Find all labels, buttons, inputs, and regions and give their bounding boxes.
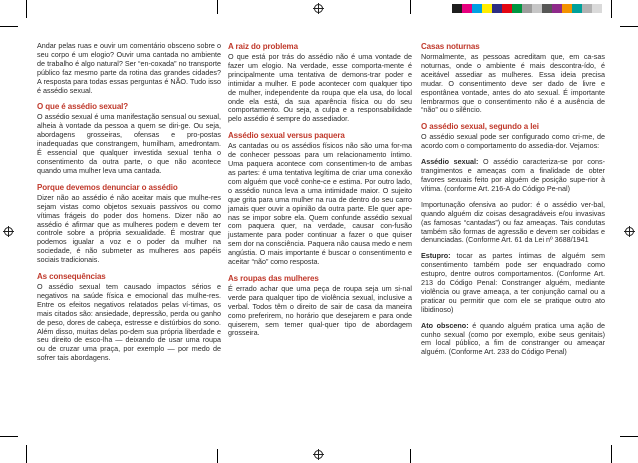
paragraph-versus-paquera: As cantadas ou os assédios físicos não são uma for-ma de conhecer pessoas para um relacionamento íntimo. Uma paquera acontece com consentimen-to de ambas as partes: é uma tentativa legítima de criar uma conexão com alguém que você conhe-ce e estima. Por outro lado, o assédio nunca leva a uma intimidade maior. O sujeito que grita para uma mulher na rua de dentro do seu carro jamais quer ouvir a opinião da outra parte. Ele quer ape-nas se impor sobre ela. Quem confunde assédio sexual com paquera quer, na verdade, causar con-fusão justamente para poder continuar a fazer o que quiser sem dor na consciência. Paquera não causa medo e nem angústia. O mais importante é buscar o consentimento e aceitar “não” como resposta.	[228, 141, 412, 267]
heading-casas-noturnas: Casas noturnas	[421, 42, 480, 51]
color-swatch-10	[542, 4, 552, 13]
color-swatch-12	[562, 4, 572, 13]
column-3	[421, 42, 605, 364]
color-swatch-15	[592, 4, 602, 13]
heading-porque-denunciar: Porque devemos denunciar o assédio	[37, 182, 178, 192]
text-assedio-sexual: O assédio caracteriza-se por cons-trangimentos e ameaças com a finalidade de obter favores sexuais feito por alguém de posição supe-rior à vítima. (conforme Art. 216-A do Código Pe-nal)	[421, 157, 606, 193]
registration-mark-bottom	[314, 450, 323, 459]
text-estupro: tocar as partes íntimas de alguém sem consentimento também pode ser enquadrado como estupro, dentre outros comportamentos. (Conforme Art. 213 do Código Penal: Constranger alguém, mediante violência ou grave ameaça, a ter conjunção carnal ou a praticar ou permitir que com ele se pratique outro ato libidinoso)	[421, 251, 605, 314]
paragraph-roupas-mulheres: É errado achar que uma peça de roupa seja um si-nal verde para qualquer tipo de violência sexual, inclusive a verbal. Todos têm o direito de sair de casa da maneira como preferirem, no horário que desejarem e para onde quiserem, sem temer qual-quer tipo de abordagem grosseira.	[228, 283, 412, 338]
crop-mark-bottom-left-v	[26, 445, 27, 463]
crop-mark-bottom-right-v	[611, 445, 612, 463]
fold-mark-top-2	[410, 0, 411, 14]
color-swatch-13	[572, 4, 582, 13]
color-swatch-11	[552, 4, 562, 13]
crop-mark-top-left-v	[26, 0, 27, 18]
paragraph-assedio-sexual	[421, 158, 605, 194]
heading-raiz-problema: A raiz do problema	[228, 42, 298, 51]
fold-mark-bottom-2	[410, 449, 411, 463]
heading-roupas-mulheres: As roupas das mulheres	[228, 273, 319, 283]
text-ato-obsceno: é quando alguém pratica uma ação de cunho sexual (como por exemplo, exibe seus genitais) em local público, a fim de constranger ou ameaçar alguém. (Conforme Art. 233 do Código Penal)	[421, 320, 606, 357]
color-swatch-6	[502, 4, 512, 13]
registration-mark-left	[4, 227, 13, 236]
paragraph-estupro	[421, 252, 605, 314]
color-swatch-14	[582, 4, 592, 13]
color-swatch-8	[522, 4, 532, 13]
paragraph-o-que-e: O assédio sexual é uma manifestação sensual ou sexual, alheia à vontade da pessoa a quem se diri-ge. Ou seja, abordagens grosseiras, ofensas e pro-postas inadequadas que constrangem, humilham, amedrontam. É essencial que qualquer investida sexual tenha o consentimento da outra parte, o que não acontece quando uma mulher leva uma cantada.	[37, 112, 221, 175]
color-swatch-3	[472, 4, 482, 13]
fold-mark-top-1	[217, 0, 218, 14]
crop-mark-top-right-v	[611, 0, 612, 18]
fold-mark-bottom-1	[217, 449, 218, 463]
heading-o-que-e: O que é assédio sexual?	[37, 102, 129, 112]
paragraph-casas-noturnas: Normalmente, as pessoas acreditam que, em ca-sas noturnas, onde o ambiente é mais descontra-ído, é aceitável assediar as mulheres. Essa ideia precisa mudar. O consentimento deve ser dado de livre e espontânea vontade, antes do ato sexual. É importante lembrarmos que o consentimento não é a ausência de “não” ou o silêncio.	[421, 52, 605, 115]
paragraph-ato-obsceno	[421, 322, 605, 358]
color-swatch-7	[512, 4, 522, 13]
paragraph-raiz-problema: O que está por trás do assédio não é uma vontade de fazer um elogio. Na verdade, esse comporta-mente é principalmente uma tentativa de demons-trar poder e intimidar a mulher. E pode acontecer com qualquer tipo de mulher, independente da roupa que ela usa, do local onde ela está, da sua aparência física ou do seu comportamento. Ou seja, a culpa e a responsabilidade pelo assédio é sempre do assediador.	[228, 52, 412, 124]
term-estupro: Estupro:	[421, 251, 451, 261]
paragraph-importunacao: Importunação ofensiva ao pudor: é o assédio ver-bal, quando alguém diz coisas desagradáveis e/ou invasivas (as famosas “cantadas”) ou faz ameaças. Tais condutas também são formas de agressão e devem ser coibidas e denunciadas. (Conforme Art. 61 da Lei nº 3688/1941	[421, 199, 605, 245]
crop-mark-top-right-h	[620, 26, 638, 27]
column-1	[37, 42, 221, 370]
heading-consequencias: As consequências	[37, 272, 106, 282]
color-swatch-2	[462, 4, 472, 13]
color-swatch-1	[452, 4, 462, 13]
color-swatch-5	[492, 4, 502, 13]
color-swatch-9	[532, 4, 542, 13]
color-swatch-4	[482, 4, 492, 13]
crop-mark-bottom-right-h	[620, 436, 638, 437]
heading-segundo-lei: O assédio sexual, segundo a lei	[421, 122, 539, 132]
paragraph-segundo-lei: O assédio sexual pode ser configurado como cri-me, de acordo com o comportamento do assedia-dor. Vejamos:	[421, 132, 605, 151]
paragraph-porque-denunciar: Dizer não ao assédio é não aceitar mais que mulhe-res sejam vistas como objetos sexuais passivos ou como vítimas frágeis do poder dos homens. Dizer não ao assédio é afirmar que as mulheres podem e devem ter controle sobre a própria sexualidade. É mostrar que podemos igualar a voz e o poder da mulher na sociedade, é não submeter as mulheres aos papéis sociais tradicionais.	[37, 192, 221, 265]
registration-mark-right	[625, 227, 634, 236]
intro-paragraph: Andar pelas ruas e ouvir um comentário obsceno sobre o seu corpo é um elogio? Ouvir uma cantada no ambiente de trabalho é algo natural? Ser “en-coxada” no transporte público faz mesmo parte da rotina das grandes cidades? A resposta para todas essas perguntas é NÃO. Tudo isso é assédio sexual.	[37, 41, 221, 95]
registration-mark-top	[314, 4, 323, 13]
crop-mark-top-left-h	[0, 26, 18, 27]
heading-versus-paquera: Assédio sexual versus paquera	[228, 131, 345, 141]
color-calibration-bar	[452, 4, 602, 13]
term-assedio-sexual: Assédio sexual:	[421, 157, 479, 167]
paragraph-consequencias: O assédio sexual tem causado impactos sérios e negativos na saúde física e emocional das mulhe-res. Entre os efeitos negativos relatados pelas ví-timas, os mais citados são: ansiedade, depressão, perda ou ganho de peso, dores de cabeça, estresse e distúrbios do sono. Além disso, muitas delas po-dem sua própria liberdade e seu direito de esco-lha — deixando de usar uma roupa ou de cruzar uma praça, por exemplo — por medo de sofrer tais abordagens.	[37, 282, 221, 363]
term-ato-obsceno: Ato obsceno:	[421, 320, 469, 330]
column-2	[228, 42, 412, 345]
crop-mark-bottom-left-h	[0, 436, 18, 437]
